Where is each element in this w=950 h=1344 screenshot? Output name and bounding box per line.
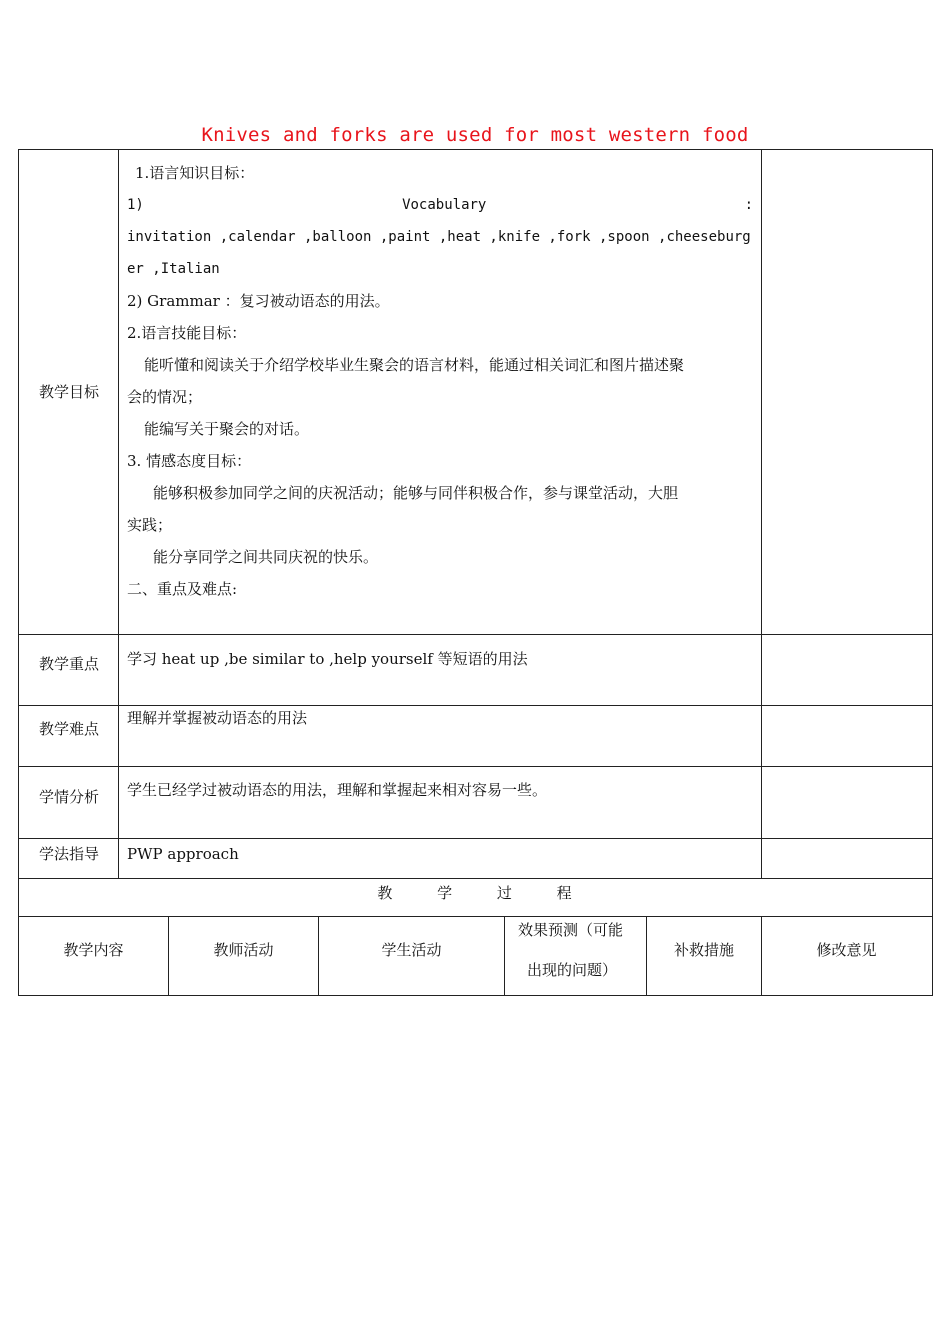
col-effect-prediction-line1: 效果预测（可能 [518, 921, 624, 939]
objective-line [127, 189, 753, 221]
analysis-text: 学生已经学过被动语态的用法，理解和掌握起来相对容易一些。 [127, 781, 548, 799]
process-header: 教 学 过 程 [377, 884, 574, 902]
table-rule [18, 838, 933, 839]
objective-line: 2.语言技能目标： [127, 324, 247, 342]
objective-line: 实践； [127, 516, 173, 534]
objectives-content [127, 157, 753, 605]
row-label-analysis: 学情分析 [38, 788, 99, 806]
row-label-method: 学法指导 [38, 845, 99, 863]
col-effect-prediction-line2: 出现的问题） [527, 961, 618, 979]
row-label-difficulties: 教学难点 [38, 720, 99, 738]
col-remedial-measures: 补救措施 [673, 941, 734, 959]
row-label-key-points: 教学重点 [38, 655, 99, 673]
table-rule-bottom [18, 995, 933, 996]
objective-line: 二、重点及难点: [127, 580, 238, 598]
table-col-divider [118, 149, 119, 879]
table-rule [18, 916, 933, 917]
method-text: PWP approach [127, 845, 239, 863]
objective-line: 2) Grammar ：复习被动语态的用法。 [127, 292, 390, 310]
document-title: Knives and forks are used for most western food [201, 124, 749, 146]
objective-line: 能听懂和阅读关于介绍学校毕业生聚会的语言材料，能通过相关词汇和图片描述聚 [144, 356, 685, 374]
objective-line: 1.语言知识目标： [135, 164, 255, 182]
col-revision-notes: 修改意见 [816, 941, 877, 959]
vocab-heading: Vocabulary [402, 197, 487, 213]
col-effect-prediction [505, 920, 646, 980]
vocab-colon: : [744, 197, 753, 213]
objective-line: 能够积极参加同学之间的庆祝活动；能够与同伴积极合作，参与课堂活动，大胆 [153, 484, 679, 502]
table-rule [18, 705, 933, 706]
table-rule [18, 766, 933, 767]
table-rule-top [18, 149, 933, 150]
vocab-index: 1) [127, 197, 144, 213]
objective-line: 能编写关于聚会的对话。 [144, 420, 310, 438]
difficulties-text: 理解并掌握被动语态的用法 [127, 709, 308, 727]
objective-line: invitation ,calendar ,balloon ,paint ,heat ,knife ,fork ,spoon ,cheeseburg [127, 229, 751, 245]
row-label-objectives: 教学目标 [38, 383, 99, 401]
objective-line: 3. 情感态度目标： [127, 452, 252, 470]
table-col-divider [761, 149, 762, 879]
table-rule [18, 878, 933, 879]
col-student-activity: 学生活动 [381, 941, 442, 959]
key-points-text: 学习 heat up ,be similar to ,help yourself 等短语的用法 [127, 650, 528, 668]
objective-line: er ,Italian [127, 261, 220, 277]
objective-line: 能分享同学之间共同庆祝的快乐。 [153, 548, 379, 566]
objective-line: 会的情况； [127, 388, 203, 406]
col-teacher-activity: 教师活动 [213, 941, 274, 959]
col-teaching-content: 教学内容 [63, 941, 124, 959]
table-rule [18, 634, 933, 635]
